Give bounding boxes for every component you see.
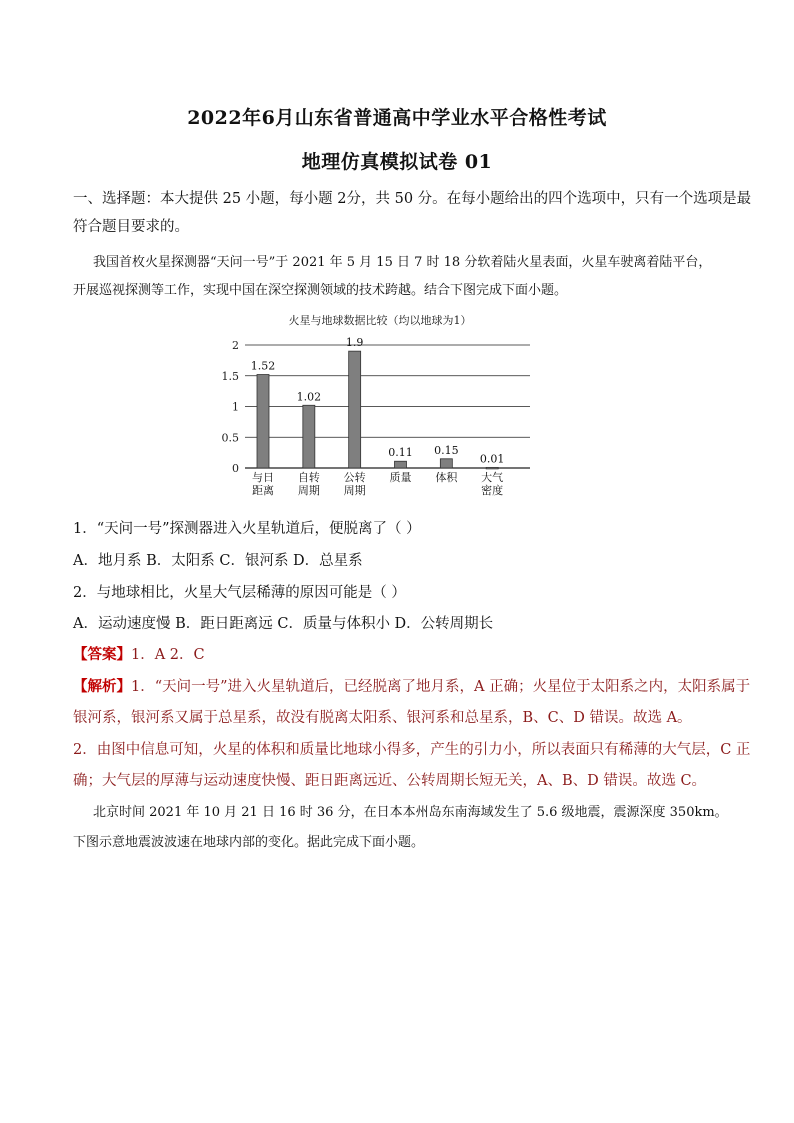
bar bbox=[440, 459, 452, 468]
bar-value-label: 1.9 bbox=[345, 336, 364, 350]
question-1: 1．“天问一号”探测器进入火星轨道后，便脱离了（ ） bbox=[73, 521, 421, 537]
x-category-label: 距离 bbox=[252, 484, 274, 497]
analysis-line3: 2．由图中信息可知，火星的体积和质量比地球小得多，产生的引力小，所以表面只有稀薄的大气层，C 正 bbox=[73, 742, 751, 758]
bar-value-label: 1.02 bbox=[296, 390, 322, 404]
x-category-label: 周期 bbox=[343, 484, 366, 497]
bar bbox=[395, 461, 407, 468]
exam-subtitle: 地理仿真模拟试卷 01 bbox=[301, 151, 493, 173]
y-tick-label: 0.5 bbox=[221, 431, 239, 445]
question-1-options: A．地月系 B．太阳系 C．银河系 D．总星系 bbox=[73, 553, 363, 569]
analysis-tag: 【解析】 bbox=[73, 678, 131, 695]
x-category-label: 质量 bbox=[389, 471, 412, 484]
y-tick-label: 1.5 bbox=[221, 369, 239, 383]
chart-svg bbox=[215, 310, 545, 510]
x-category-label: 体积 bbox=[435, 471, 458, 484]
y-tick-label: 2 bbox=[232, 339, 239, 352]
passage2-line2: 下图示意地震波波速在地球内部的变化。据此完成下面小题。 bbox=[73, 835, 425, 850]
answer-line bbox=[73, 643, 733, 664]
bar bbox=[257, 375, 269, 468]
x-category-label: 大气 bbox=[481, 471, 504, 484]
answer-tag: 【答案】 bbox=[73, 646, 131, 663]
chart-title: 火星与地球数据比较（均以地球为1） bbox=[288, 314, 472, 327]
x-category-label: 周期 bbox=[297, 484, 320, 497]
bar-value-label: 1.52 bbox=[250, 359, 276, 373]
analysis-line4: 确；大气层的厚薄与运动速度快慢、距日距离远近、公转周期长短无关，A、B、D 错误。故选 C。 bbox=[73, 773, 707, 789]
x-category-label: 与日 bbox=[252, 471, 274, 484]
analysis-text-1: 1．“天问一号”进入火星轨道后，已经脱离了地月系，A 正确；火星位于太阳系之内，太阳系属于 bbox=[131, 679, 751, 695]
y-tick-label: 0 bbox=[232, 462, 239, 475]
analysis-line1 bbox=[73, 675, 751, 696]
y-tick-label: 1 bbox=[232, 400, 239, 414]
section-intro-line1: 一、选择题：本大提供 25 小题，每小题 2分，共 50 分。在每小题给出的四个选项中，只有一个选项是最 bbox=[73, 191, 752, 207]
x-category-label: 公转 bbox=[343, 471, 366, 484]
bar bbox=[303, 405, 315, 468]
exam-title: 2022年6月山东省普通高中学业水平合格性考试 bbox=[187, 107, 607, 129]
bar bbox=[486, 467, 498, 469]
question-2: 2．与地球相比，火星大气层稀薄的原因可能是（ ） bbox=[73, 585, 406, 601]
x-category-label: 密度 bbox=[481, 484, 504, 497]
answer-text: 1．A 2．C bbox=[131, 647, 205, 663]
section-intro-line2: 符合题目要求的。 bbox=[73, 219, 189, 235]
passage1-line1: 我国首枚火星探测器“天问一号”于 2021 年 5 月 15 日 7 时 18 分软着陆火星表面，火星车驶离着陆平台， bbox=[93, 255, 712, 270]
passage2-line1: 北京时间 2021 年 10 月 21 日 16 时 36 分，在日本本州岛东南海域发生了 5.6 级地震，震源深度 350km。 bbox=[93, 805, 728, 820]
analysis-line2: 银河系，银河系又属于总星系，故没有脱离太阳系、银河系和总星系，B、C、D 错误。故选 A。 bbox=[73, 710, 692, 726]
question-2-options: A．运动速度慢 B．距日距离远 C．质量与体积小 D．公转周期长 bbox=[73, 616, 494, 632]
passage1-line2: 开展巡视探测等工作，实现中国在深空探测领域的技术跨越。结合下图完成下面小题。 bbox=[73, 283, 568, 298]
bar-value-label: 0.11 bbox=[388, 446, 413, 460]
bar-value-label: 0.01 bbox=[479, 452, 505, 466]
bar-value-label: 0.15 bbox=[434, 443, 459, 457]
x-category-label: 自转 bbox=[297, 471, 320, 484]
mars-earth-chart bbox=[215, 310, 545, 510]
bar bbox=[349, 351, 361, 468]
